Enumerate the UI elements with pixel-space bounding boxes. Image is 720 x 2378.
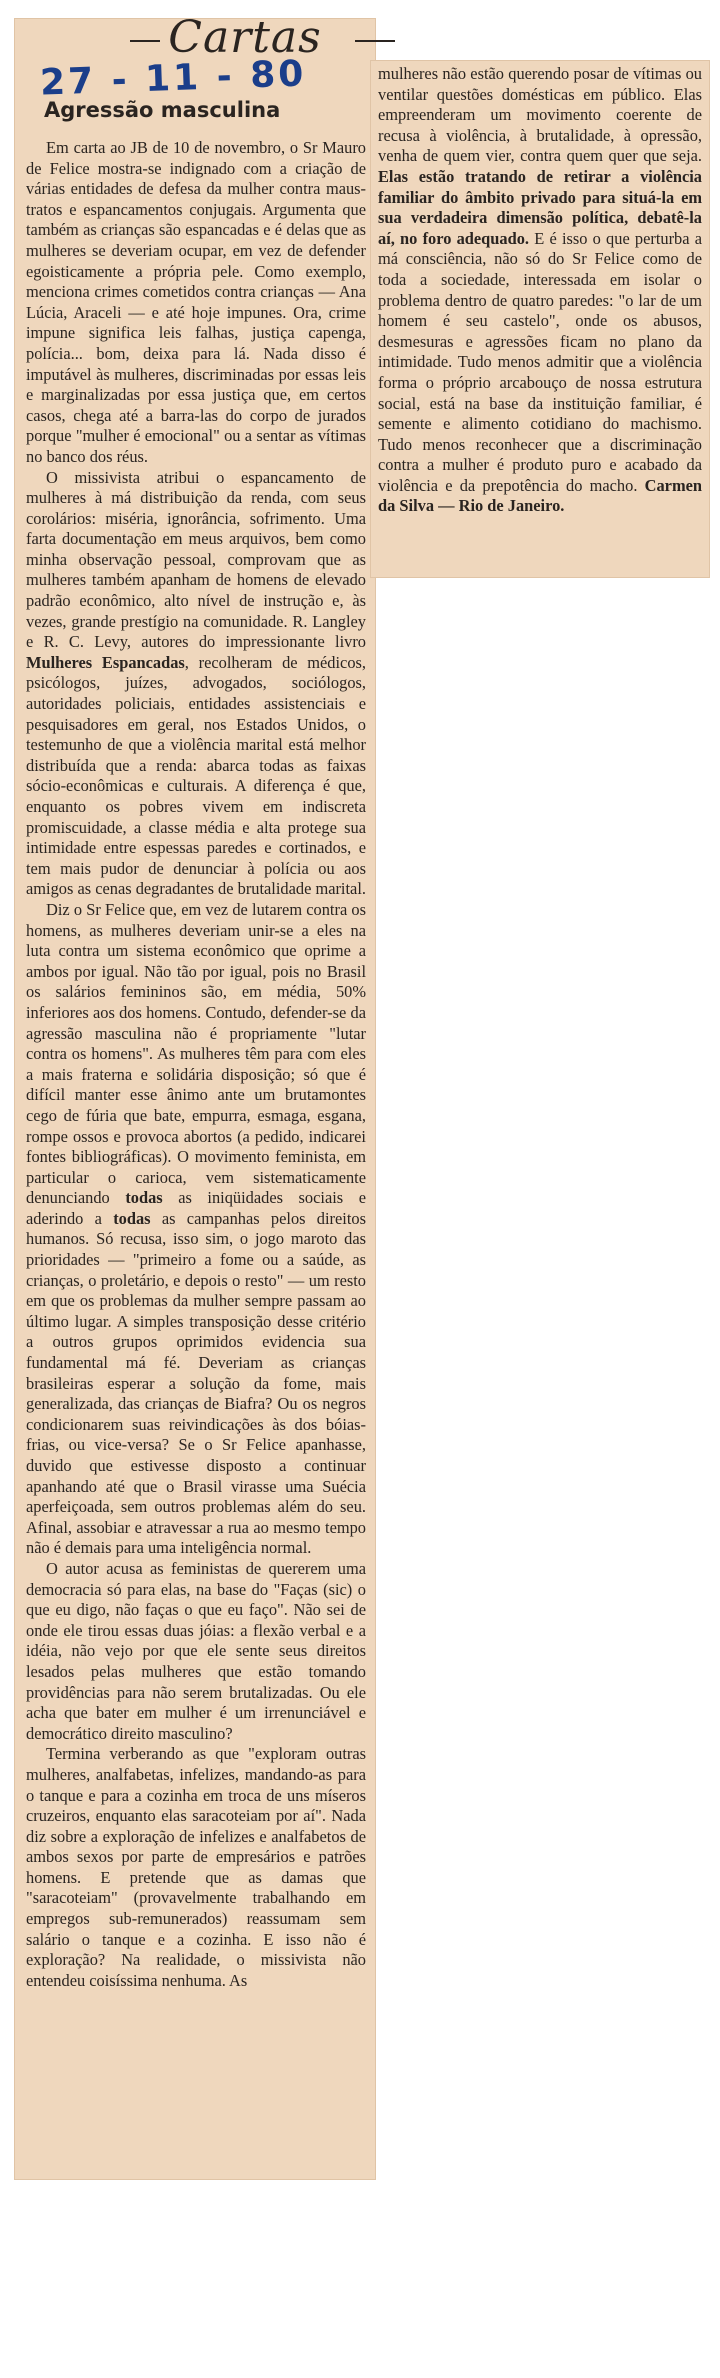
section-title: Cartas [168,12,322,63]
emphasis-text: Elas estão tratando de retirar a violência familiar do âmbito privado para situá-la em sua verdadeira dimensão política, debatê-la aí, no foro adequado. [378,166,702,248]
paragraph-1: Em carta ao JB de 10 de novembro, o Sr Mauro de Felice mostra-se indignado com a criação de várias entidades de defesa da mulher contra maus-tratos e espancamentos conjugais. Argumenta que também as crianças são espancadas e é delas que as mulheres se deveriam ocupar, em vez de defender egoisticamente a própria pele. Como exemplo, menciona crimes cometidos contra crianças — Ana Lúcia, Araceli — e até hoje impunes. Ora, crime impune significa leis falhas, justiça capenga, polícia... bom, deixa para lá. Nada disso é imputável às mulheres, discriminadas por essas leis e marginalizadas por essa justiça que, em certos casos, chega até a barra-las do corpo de jurados porque "mulher é emocional" ou a sentar as vítimas no banco dos réus. [26,138,366,466]
paragraph-2: O missivista atribui o espancamento de mulheres à má distribuição da renda, com seus corolários: miséria, ignorância, sofrimento. Uma farta documentação em meus arquivos, bem como minha observação pessoal, comprovam que as mulheres também apanham de homens de elevado padrão econômico, alto nível de instrução e, às vezes, grande prestígio na comunidade. R. Langley e R. C. Levy, autores do impressionante livro Mulheres Espancadas, recolheram de médicos, psicólogos, juízes, advogados, sociólogos, autoridades policiais, entidades assistenciais e pesquisadores em geral, nos Estados Unidos, o testemunho de que a violência marital está melhor distribuída que a renda: abarca todas as faixas sócio-econômicas e culturais. A diferença é que, enquanto os pobres vivem em indiscreta promiscuidade, a classe média e alta protege sua intimidade entre espessas paredes e cortinados, e tem mais pudor de denunciar à polícia ou aos amigos as cenas degradantes de brutalidade marital. [26,467,366,899]
book-title: Mulheres Espancadas [26,652,185,672]
signature: Carmen da Silva — Rio de Janeiro. [378,475,702,516]
letter-body-left [26,138,366,1991]
letter-body-right [378,64,702,517]
paragraph-3: Diz o Sr Felice que, em vez de lutarem contra os homens, as mulheres deveriam unir-se a eles na luta contra um sistema econômico que oprime a ambos por igual. Não tão por igual, pois no Brasil os salários femininos são, em média, 50% inferiores aos dos homens. Contudo, defender-se da agressão masculina não é propriamente "lutar contra os homens". As mulheres têm para com eles a mais fraterna e solidária disposição; só que é difícil manter esse ânimo ante um brutamontes cego de fúria que bate, empurra, esmaga, esgana, rompe ossos e provoca abortos (a pedido, indicarei fontes bibliográficas). O movimento feminista, em particular o carioca, vem sistematicamente denunciando todas as iniqüidades sociais e aderindo a todas as campanhas pelos direitos humanos. Só recusa, isso sim, o jogo maroto das prioridades — "primeiro a fome ou a saúde, as crianças, o proletário, e depois o resto" — um resto em que os problemas da mulher sempre passam ao último lugar. A simples transposição desse critério a outros grupos oprimidos evidencia sua fundamental má fé. Deveriam as crianças brasileiras esperar a solução da fome, mais generalizada, das crianças de Biafra? Ou os negros condicionarem suas reivindicações às dos bóias-frias, ou vice-versa? Se o Sr Felice apanhasse, duvido que estivesse disposto a continuar apanhando até que o Brasil virasse uma Suécia aperfeiçoada, sem outros problemas além do seu. Afinal, assobiar e atravessar a rua ao mesmo tempo não é demais para uma inteligência normal. [26,899,366,1558]
paragraph-5: Termina verberando as que "exploram outras mulheres, analfabetas, infelizes, mandando-as para o tanque e para a cozinha em troca de uns míseros cruzeiros, enquanto elas saracoteiam por aí". Nada diz sobre a exploração de infelizes e analfabetos de ambos sexos por parte de empresários e patrões homens. E pretende que as damas que "saracoteiam" (provavelmente trabalhando em empregos sub-remunerados) reassumam sem salário o tanque e a cozinha. E isso não é exploração? Na realidade, o missivista não entendeu coisíssima nenhuma. As [26,1744,366,1990]
headline: Agressão masculina [44,98,281,122]
title-rule-right [355,40,395,42]
paragraph-continued: mulheres não estão querendo posar de vítimas ou ventilar questões domésticas em público. Elas empreenderam um movimento coerente de recusa à violência, à brutalidade, à opressão, venha de quem vier, contra quem quer que seja. Elas estão tratando de retirar a violência familiar do âmbito privado para situá-la em sua verdadeira dimensão política, debatê-la aí, no foro adequado. E é isso o que perturba a má consciência, não só do Sr Felice como de toda a sociedade, interessada em isolar o problema dentro de quatro paredes: "o lar de um homem é seu castelo", onde os abusos, desmesuras e agressões ficam no plano da intimidade. Tudo menos admitir que a violência forma o próprio arcabouço de nossa estrutura social, está na base da instituição familiar, é semente e alimento cotidiano do machismo. Tudo menos reconhecer que a discriminação contra a mulher é produto puro e acabado da violência e da prepotência do macho. Carmen da Silva — Rio de Janeiro. [378,64,703,516]
paragraph-4: O autor acusa as feministas de quererem uma democracia só para elas, na base do "Faças (sic) o que eu digo, não faças o que eu faço". Não sei de onde ele tirou essas duas jóias: a flexão verbal e a idéia, não vejo por que ele sente seus direitos lesados pelas mulheres que estão tomando providências para não serem brutalizadas. Ou ele acha que bater em mulher é um irrenunciável e democrático direito masculino? [26,1558,366,1743]
handwritten-date: 27 - 11 - 80 [39,53,307,104]
